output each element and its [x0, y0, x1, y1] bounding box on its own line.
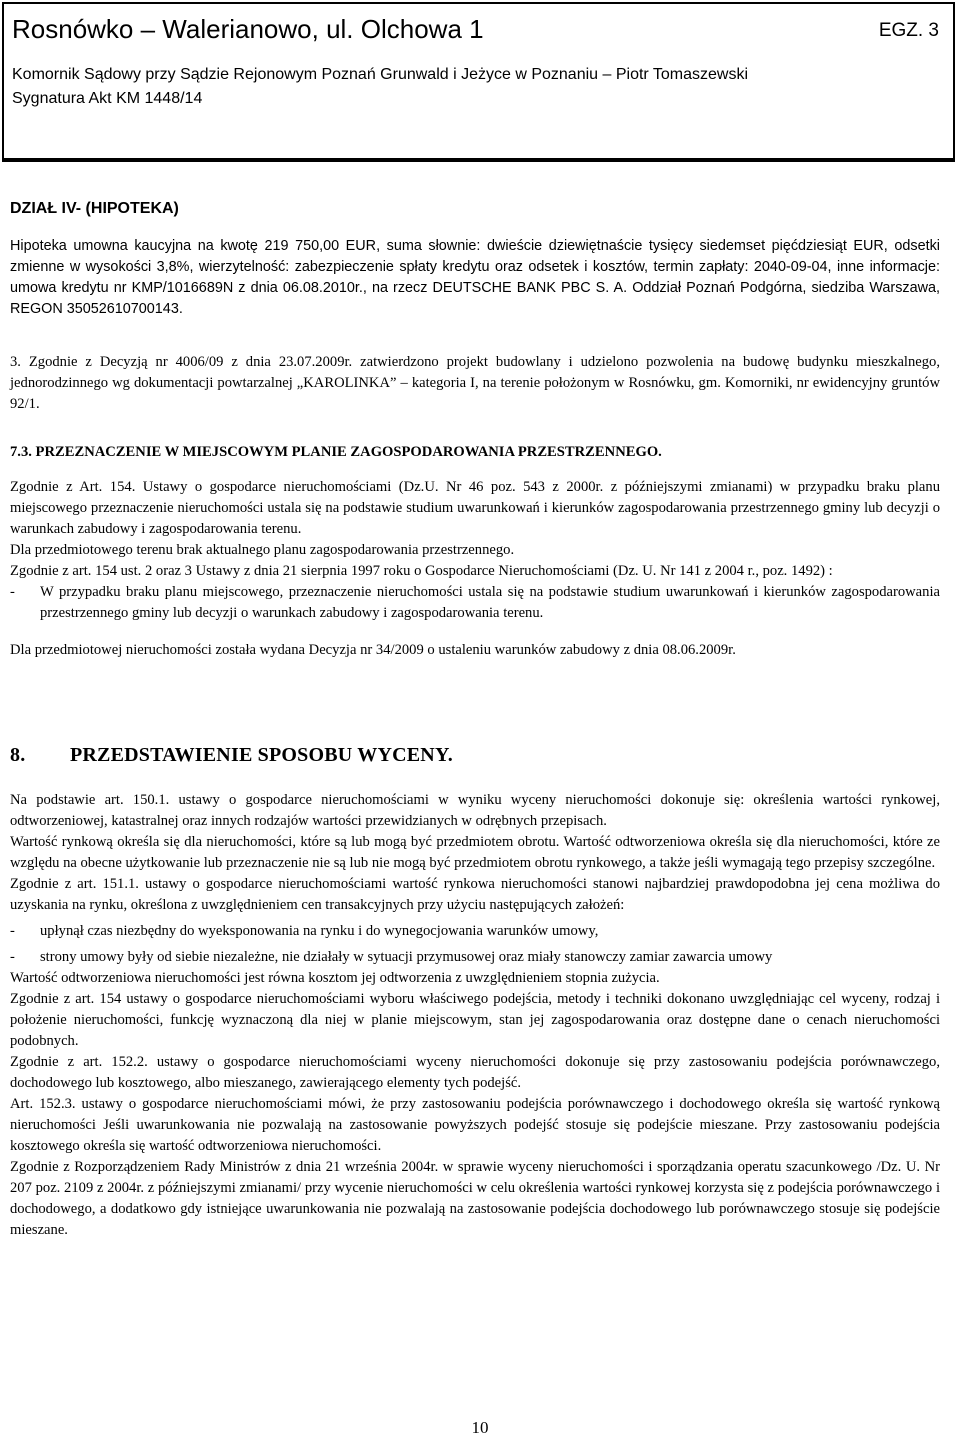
section-8-heading: [10, 744, 453, 767]
section-7-3-heading: 7.3. PRZEZNACZENIE W MIEJSCOWYM PLANIE ZAGOSPODAROWANIA PRZESTRZENNEGO.: [10, 444, 662, 460]
art154-approach-paragraph: Zgodnie z art. 154 ustawy o gospodarce nieruchomościami wyboru właściwego podejścia, metody i techniki dokonano uwzględniając cel wyceny, rodzaj i położenie nieruchomości, funkcję wyznaczoną dla niej w planie miejscowym, stan jej zagospodarowania oraz dostępne dane o cenach nieruchomości podobnych.: [10, 991, 940, 1049]
assumption-text: strony umowy były od siebie niezależne, nie działały w sytuacji przymusowej oraz miały stanowczy zamiar zawarcia umowy: [40, 949, 773, 965]
art152-2-paragraph: Zgodnie z art. 152.2. ustawy o gospodarce nieruchomościami wyceny nieruchomości dokonuje się przy zastosowaniu podejścia porównawczego, dochodowego lub kosztowego, albo mieszanego, zawierającego elementy tych podejść.: [10, 1054, 940, 1091]
bailiff-line: Komornik Sądowy przy Sądzie Rejonowym Poznań Grunwald i Jeżyce w Poznaniu – Piotr Tomaszewski: [12, 66, 749, 83]
section-8-title: PRZEDSTAWIENIE SPOSOBU WYCENY.: [70, 744, 453, 766]
art154-ust-paragraph: Zgodnie z art. 154 ust. 2 oraz 3 Ustawy z dnia 21 sierpnia 1997 roku o Gospodarce Nieruchomościami (Dz. U. Nr 141 z 2004 r., poz. 1492) :: [10, 563, 833, 579]
assumption-item: [10, 921, 940, 942]
art152-3-paragraph: Art. 152.3. ustawy o gospodarce nieruchomościami mówi, że przy zastosowaniu podejścia porównawczego i dochodowego określa się wartość rynkową nieruchomości Jeśli uwarunkowania nie pozwalają na zastosowanie powyższych podejść stosuje się podejście mieszane. Przy zastosowaniu podejścia kosztowego określa się wartość odtworzeniowa nieruchomości.: [10, 1096, 940, 1154]
bullet-item: [10, 582, 940, 624]
property-title: Rosnówko – Walerianowo, ul. Olchowa 1: [12, 14, 484, 44]
section-iv-heading: DZIAŁ IV- (HIPOTEKA): [10, 200, 179, 217]
section-8-body: [10, 790, 940, 1241]
art151-paragraph: Zgodnie z art. 151.1. ustawy o gospodarce nieruchomościami wartość rynkowa nieruchomości stanowi najbardziej prawdopodobna jej cena możliwa do uzyskania na rynku, określona z uwzględnieniem cen transakcyjnych przy użyciu następujących założeń:: [10, 876, 940, 913]
case-signature: Sygnatura Akt KM 1448/14: [12, 90, 203, 107]
mortgage-paragraph: Hipoteka umowna kaucyjna na kwotę 219 750,00 EUR, suma słownie: dwieście dziewiętnaście tysięcy siedemset pięćdziesiąt EUR, odsetki zmienne w wysokości 3,8%, wierzytelność: zabezpieczenie spłaty kredytu oraz odsetek i kosztów, termin zapłaty: 2040-09-04, inne informacje: umowa kredytu nr KMP/1016689N z dnia 06.08.2010r., na rzecz DEUTSCHE BANK PBC S. A. Oddział Poznań Podgórna, siedziba Warszawa, REGON 35052610700143.: [10, 238, 940, 317]
page-number: 10: [471, 1418, 489, 1437]
section-7-3-block: [10, 442, 940, 661]
assumption-text: upłynął czas niezbędny do wyeksponowania na rynku i do wynegocjowania warunków umowy,: [40, 923, 599, 939]
building-decision-paragraph: 3. Zgodnie z Decyzją nr 4006/09 z dnia 23.07.2009r. zatwierdzono projekt budowlany i udzielono pozwolenia na budowę budynku mieszkalnego, jednorodzinnego wg dokumentacji powtarzalnej „KAROLINKA” – kategoria I, na terenie położonym w Rosnówku, gm. Komorniki, nr ewidencyjny gruntów 92/1.: [10, 354, 940, 412]
art150-paragraph: Na podstawie art. 150.1. ustawy o gospodarce nieruchomościami w wyniku wyceny nieruchomości dokonuje się: określenia wartości rynkowej, odtworzeniowej, katastralnej oraz innych rodzajów wartości przewidzianych w odrębnych przepisach.: [10, 792, 940, 829]
regulation-paragraph: Zgodnie z Rozporządzeniem Rady Ministrów z dnia 21 września 2004r. w sprawie wyceny nieruchomości i sporządzania operatu szacunkowego /Dz. U. Nr 207 poz. 2109 z 2004r. z późniejszymi zmianami/ przy wycenie nieruchomości w celu określenia wartości rynkowej korzysta się z podejścia porównawczego i dochodowego, a dodatkowo gdy istniejące uwarunkowania nie pozwalają na zastosowanie podejścia dochodowego lub porównawczego stosuje się podejście mieszane.: [10, 1159, 940, 1238]
decision-34-paragraph: Dla przedmiotowej nieruchomości została wydana Decyzja nr 34/2009 o ustaleniu warunków zabudowy z dnia 08.06.2009r.: [10, 642, 736, 658]
bullet-dash: -: [10, 584, 15, 600]
bullet-text: W przypadku braku planu miejscowego, przeznaczenie nieruchomości ustala się na podstawie studium uwarunkowań i kierunków zagospodarowania przestrzennego gminy lub decyzji o warunkach zabudowy i zagospodarowania terenu.: [40, 584, 940, 621]
art154-paragraph: Zgodnie z Art. 154. Ustawy o gospodarce nieruchomościami (Dz.U. Nr 46 poz. 543 z 2000r. z późniejszymi zmianami) w przypadku braku planu miejscowego przeznaczenie nieruchomości ustala się na podstawie studium uwarunkowań i kierunków zagospodarowania przestrzennego gminy lub decyzji o warunkach zabudowy i zagospodarowania terenu.: [10, 479, 940, 537]
bullet-dash: -: [10, 949, 15, 965]
reproduction-value-paragraph: Wartość odtworzeniowa nieruchomości jest równa kosztom jej odtworzenia z uwzględnieniem stopnia zużycia.: [10, 970, 660, 986]
copy-number: EGZ. 3: [878, 20, 939, 41]
section-8-number: 8.: [10, 744, 26, 766]
page-header-box: [2, 2, 955, 162]
no-plan-paragraph: Dla przedmiotowego terenu brak aktualnego planu zagospodarowania przestrzennego.: [10, 542, 515, 558]
assumption-item: [10, 947, 940, 968]
market-value-paragraph: Wartość rynkową określa się dla nieruchomości, które są lub mogą być przedmiotem obrotu. Wartość odtworzeniowa określa się dla nieruchomości, które ze względu na obecne użytkowanie lub przeznaczenie nie są lub nie mogą być przedmiotem obrotu rynkowego, a także jeśli wymagają tego przepisy szczególne.: [10, 834, 940, 871]
bullet-dash: -: [10, 923, 15, 939]
